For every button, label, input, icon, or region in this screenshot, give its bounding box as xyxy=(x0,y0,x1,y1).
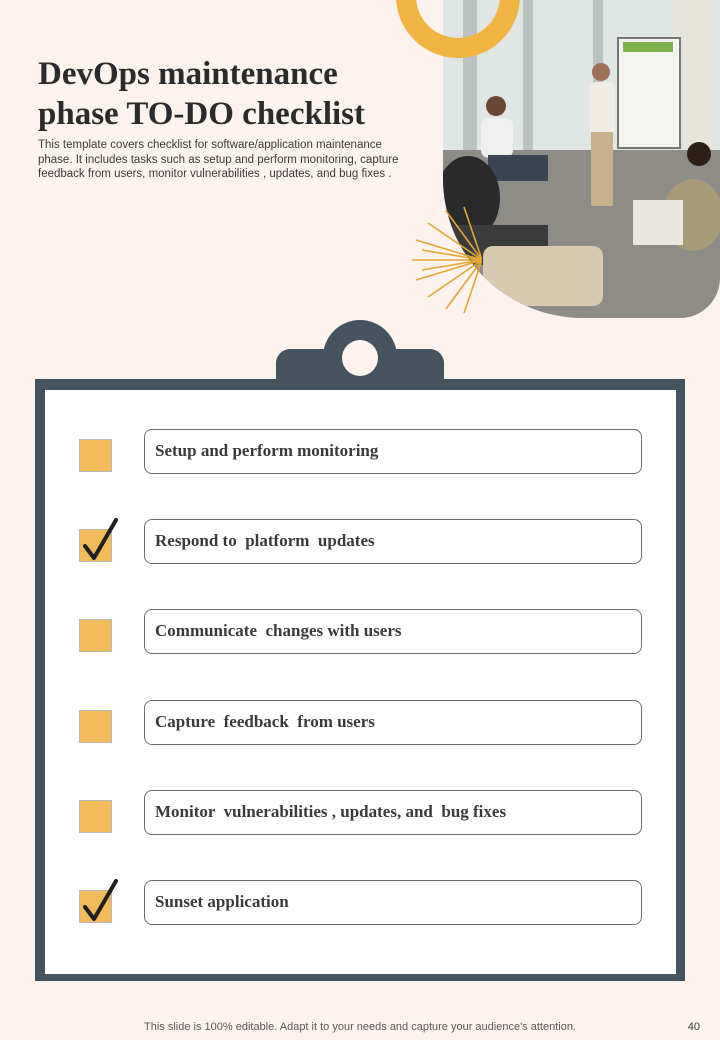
checkbox[interactable] xyxy=(79,439,112,472)
task-box xyxy=(144,880,642,925)
task-box xyxy=(144,519,642,564)
task-label: Monitor vulnerabilities , updates, and bug fixes xyxy=(155,802,507,821)
page-title: DevOps maintenance phase TO-DO checklist xyxy=(38,56,365,132)
footer-note: This slide is 100% editable. Adapt it to your needs and capture your audience's attention. xyxy=(144,1021,576,1033)
page-description: This template covers checklist for software/application maintenance phase. It includes tasks such as setup and perform monitoring, capture feedback from users, monitor vulnerabilities , updates, and bug fixes . xyxy=(38,139,399,180)
task-label: Communicate changes with users xyxy=(155,621,402,640)
decorative-ring-icon xyxy=(392,0,524,62)
task-box xyxy=(144,609,642,654)
task-label: Respond to platform updates xyxy=(155,531,375,550)
task-label: Sunset application xyxy=(155,892,289,911)
checkbox[interactable] xyxy=(79,529,112,562)
task-box xyxy=(144,790,642,835)
checkmark-icon xyxy=(82,877,122,925)
checklist-item xyxy=(0,700,720,746)
task-box xyxy=(144,429,642,474)
clipboard-clip-hole xyxy=(342,340,378,376)
checkbox[interactable] xyxy=(79,710,112,743)
page-number: 40 xyxy=(687,1021,700,1033)
task-label: Setup and perform monitoring xyxy=(155,441,379,460)
checklist-item xyxy=(0,880,720,926)
checkbox[interactable] xyxy=(79,619,112,652)
task-box xyxy=(144,700,642,745)
checklist-item xyxy=(0,429,720,475)
checkmark-icon xyxy=(82,516,122,564)
task-label: Capture feedback from users xyxy=(155,712,375,731)
checkbox[interactable] xyxy=(79,890,112,923)
sunburst-icon xyxy=(402,205,482,315)
checklist-item xyxy=(0,609,720,655)
checkbox[interactable] xyxy=(79,800,112,833)
checklist-item xyxy=(0,790,720,836)
checklist-item xyxy=(0,519,720,565)
